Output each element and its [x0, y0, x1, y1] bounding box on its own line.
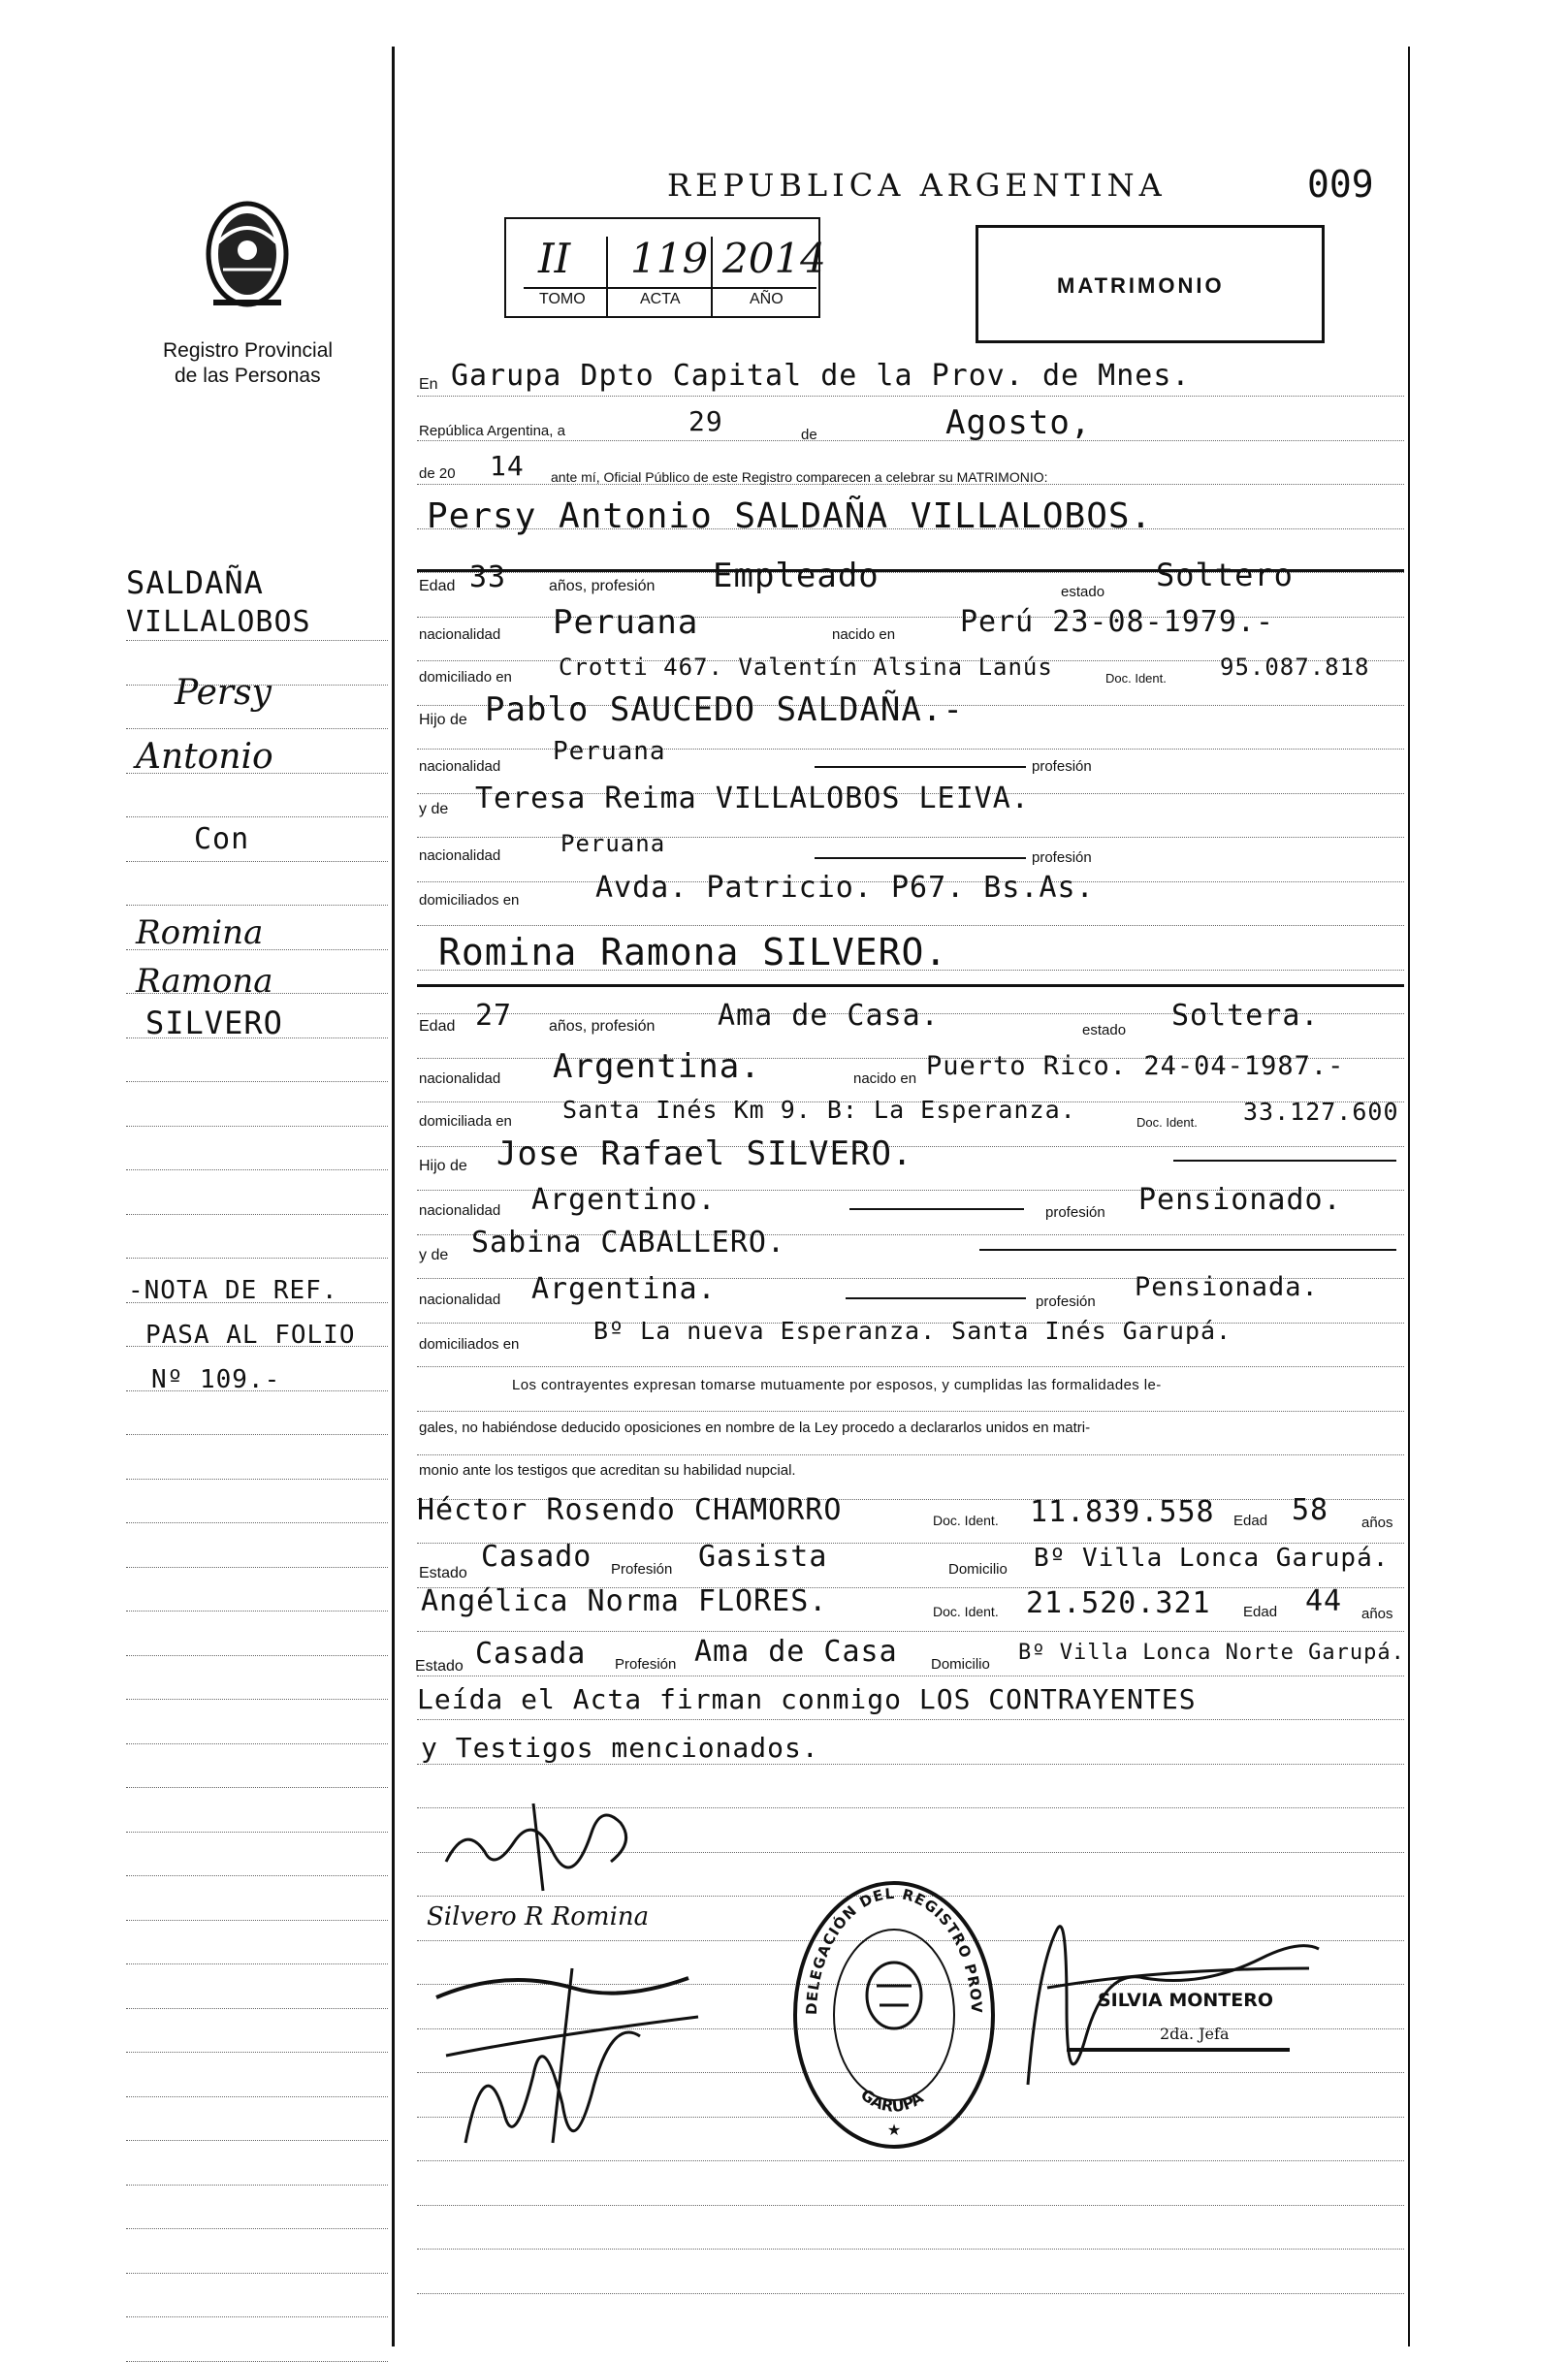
margin-ruled-line [126, 2228, 388, 2229]
anio-value: 2014 [722, 235, 826, 282]
ruled-line [417, 2205, 1404, 2206]
groom-full-name: Persy Antonio SALDAÑA VILLALOBOS. [427, 496, 1153, 536]
margin-ruled-line [126, 905, 388, 906]
margin-note-3: Nº 109.- [151, 1365, 281, 1394]
witness1-edad-label: Edad [1233, 1513, 1268, 1529]
groom-mother: Teresa Reima VILLALOBOS LEIVA. [475, 782, 1030, 815]
groom-estado-label: estado [1061, 584, 1105, 600]
witness1-signature [427, 1784, 659, 1900]
witness2-address: Bº Villa Lonca Norte Garupá. [1018, 1641, 1405, 1665]
bride-father-line [1173, 1160, 1396, 1162]
groom-nacido-label: nacido en [832, 626, 896, 643]
margin-name-1: Persy [175, 673, 272, 713]
bride-estado-label: estado [1082, 1022, 1127, 1038]
groom-dom-label: domiciliado en [419, 669, 512, 686]
doc-type: MATRIMONIO [1057, 273, 1225, 298]
bride-edad-label: Edad [419, 1018, 456, 1035]
bride-mnat-label: nacionalidad [419, 1292, 501, 1308]
margin-name-4: Ramona [136, 962, 273, 1001]
ruled-line [417, 2293, 1404, 2294]
witness2-prof-label: Profesión [615, 1656, 677, 1673]
margin-ruled-line [126, 1832, 388, 1833]
witness1-anos-label: años [1361, 1515, 1393, 1531]
witness2-anos-label: años [1361, 1606, 1393, 1622]
witness1-estado: Casado [481, 1540, 592, 1574]
groom-prof-label: años, profesión [549, 578, 656, 594]
margin-ruled-line [126, 1434, 388, 1435]
ruled-line [417, 440, 1404, 441]
groom-yde-label: y de [419, 801, 449, 817]
bride-father-nat: Argentino. [531, 1183, 717, 1217]
bride-mother-prof: Pensionada. [1135, 1272, 1319, 1302]
groom-signature [427, 1949, 708, 2172]
tomo-label: TOMO [539, 291, 586, 307]
bride-fnat-label: nacionalidad [419, 1202, 501, 1219]
bride-age: 27 [475, 999, 513, 1033]
margin-rule [392, 47, 395, 2346]
seal-ring-text: DELEGACIÓN DEL REGISTRO PROV [802, 1884, 986, 2016]
groom-address: Crotti 467. Valentín Alsina Lanús [559, 654, 1053, 681]
official-title: 2da. Jefa [1160, 2025, 1230, 2043]
margin-surname-3: SILVERO [145, 1005, 283, 1041]
margin-ruled-line [126, 1479, 388, 1480]
seal-bottom-text: GARUPA [856, 2085, 927, 2116]
margin-ruled-line [126, 1126, 388, 1127]
year-suffix: 14 [490, 450, 525, 482]
official-stamp-rule [1067, 2048, 1290, 2052]
declaration-line-3: monio ante los testigos que acreditan su habilidad nupcial. [419, 1462, 796, 1479]
groom-father: Pablo SAUCEDO SALDAÑA.- [485, 690, 964, 729]
groom-parents-address: Avda. Patricio. P67. Bs.As. [595, 871, 1095, 905]
box-label-rule [524, 287, 816, 289]
witness1-name: Héctor Rosendo CHAMORRO [417, 1493, 843, 1527]
bride-mprof-blank [846, 1297, 1026, 1299]
margin-ruled-line [126, 1699, 388, 1700]
box-divider-2 [711, 237, 713, 316]
groom-birth: Perú 23-08-1979.- [960, 605, 1275, 639]
margin-ruled-line [126, 2096, 388, 2097]
margin-ruled-line [126, 1611, 388, 1612]
acta-label: ACTA [640, 291, 681, 307]
bride-signature: Silvero R Romina [427, 1902, 650, 1931]
svg-text:DELEGACIÓN DEL REGISTRO PROVIN [787, 1869, 985, 2015]
bride-nationality: Argentina. [553, 1047, 761, 1086]
margin-name-3: Romina [136, 913, 264, 952]
bride-birth: Puerto Rico. 24-04-1987.- [926, 1051, 1345, 1081]
anio-label: AÑO [750, 291, 784, 307]
bride-doc: 33.127.600 [1243, 1098, 1399, 1126]
ruled-line [417, 925, 1404, 926]
ruled-line [417, 1631, 1404, 1632]
witness2-edad-label: Edad [1243, 1604, 1278, 1620]
registry-name-line1: Registro Provincial [163, 339, 334, 362]
country-title: REPUBLICA ARGENTINA [667, 167, 1167, 204]
bride-mother: Sabina CABALLERO. [471, 1226, 786, 1260]
year-prefix: de 20 [419, 465, 456, 482]
marriage-place: Garupa Dpto Capital de la Prov. de Mnes. [451, 359, 1191, 393]
en-label: En [419, 376, 438, 393]
margin-note-2: PASA AL FOLIO [145, 1321, 356, 1350]
closing-line-1: Leída el Acta firman conmigo LOS CONTRAYENTES [417, 1683, 1197, 1715]
margin-ruled-line [126, 2273, 388, 2274]
ruled-line [417, 1719, 1404, 1720]
marriage-month: Agosto, [945, 403, 1092, 442]
witness2-doc: 21.520.321 [1026, 1586, 1211, 1620]
margin-ruled-line [126, 1081, 388, 1082]
margin-surname-1: SALDAÑA [126, 564, 264, 601]
witness2-age: 44 [1305, 1584, 1343, 1618]
witness2-estado-label: Estado [415, 1658, 464, 1675]
bride-yde-label: y de [419, 1247, 449, 1263]
bride-mprof-label: profesión [1036, 1293, 1096, 1310]
bride-doc-label: Doc. Ident. [1136, 1115, 1198, 1130]
groom-fprof-label: profesión [1032, 758, 1092, 775]
marriage-day: 29 [688, 405, 723, 437]
groom-mprof-blank [815, 857, 1026, 859]
margin-ruled-line [126, 728, 388, 729]
margin-ruled-line [126, 1875, 388, 1876]
groom-mprof-label: profesión [1032, 849, 1092, 866]
svg-text:★: ★ [886, 2123, 902, 2139]
groom-mnat-label: nacionalidad [419, 847, 501, 864]
margin-name-2: Antonio [136, 737, 273, 777]
bride-parents-address: Bº La nueva Esperanza. Santa Inés Garupá. [593, 1317, 1232, 1345]
margin-ruled-line [126, 1920, 388, 1921]
groom-nat-label: nacionalidad [419, 626, 501, 643]
bride-nacido-label: nacido en [853, 1070, 917, 1087]
intro-text: ante mí, Oficial Público de este Registro comparecen a celebrar su MATRIMONIO: [551, 469, 1048, 485]
margin-surname-2: VILLALOBOS [126, 605, 311, 639]
box-divider-1 [606, 237, 608, 316]
margin-note-1: -NOTA DE REF. [128, 1276, 338, 1305]
margin-ruled-line [126, 861, 388, 862]
witness1-prof-label: Profesión [611, 1561, 673, 1578]
witness1-dom-label: Domicilio [948, 1561, 1008, 1578]
margin-ruled-line [126, 1214, 388, 1215]
margin-ruled-line [126, 816, 388, 817]
groom-fprof-blank [815, 766, 1026, 768]
margin-ruled-line [126, 1655, 388, 1656]
declaration-line-2: gales, no habiéndose deducido oposiciones en nombre de la Ley procedo a declararlos unidos en matri- [419, 1420, 1091, 1436]
registry-name-line2: de las Personas [175, 365, 321, 387]
republica-label: República Argentina, a [419, 423, 565, 439]
groom-nationality: Peruana [553, 603, 699, 642]
ruled-line [417, 1454, 1404, 1455]
groom-age: 33 [469, 560, 507, 594]
bride-estado: Soltera. [1171, 999, 1320, 1033]
groom-doc-label: Doc. Ident. [1105, 671, 1167, 686]
margin-ruled-line [126, 1567, 388, 1568]
witness2-name: Angélica Norma FLORES. [421, 1584, 828, 1618]
bride-divider [417, 984, 1404, 987]
tomo-value: II [538, 235, 571, 282]
margin-ruled-line [126, 1787, 388, 1788]
margin-ruled-line [126, 640, 388, 641]
bride-fprof-blank [849, 1208, 1024, 1210]
svg-text:GARUPA [857, 2086, 927, 2116]
groom-hijo-label: Hijo de [419, 712, 467, 728]
ruled-line [417, 2249, 1404, 2250]
bride-hijo-label: Hijo de [419, 1158, 467, 1174]
witness1-estado-label: Estado [419, 1565, 467, 1581]
bride-fprof-label: profesión [1045, 1204, 1105, 1221]
groom-father-nat: Peruana [553, 737, 666, 766]
de-label: de [801, 427, 817, 443]
witness2-profession: Ama de Casa [694, 1635, 898, 1669]
margin-ruled-line [126, 2316, 388, 2317]
margin-con: Con [194, 822, 250, 856]
witness1-age: 58 [1292, 1493, 1329, 1527]
bride-prof-label: años, profesión [549, 1018, 656, 1035]
witness1-address: Bº Villa Lonca Garupá. [1034, 1544, 1390, 1573]
provincial-emblem [194, 194, 301, 320]
right-rule [1408, 47, 1410, 2346]
witness2-estado: Casada [475, 1637, 587, 1671]
margin-ruled-line [126, 1963, 388, 1964]
bride-father: Jose Rafael SILVERO. [496, 1134, 913, 1173]
ruled-line [417, 396, 1404, 397]
groom-profession: Empleado [713, 557, 880, 595]
bride-nat-label: nacionalidad [419, 1070, 501, 1087]
bride-address: Santa Inés Km 9. B: La Esperanza. [562, 1096, 1076, 1124]
ruled-line [417, 1366, 1404, 1367]
margin-ruled-line [126, 1258, 388, 1259]
bride-profession: Ama de Casa. [718, 999, 940, 1033]
groom-mother-nat: Peruana [560, 830, 666, 857]
ruled-line [417, 1764, 1404, 1765]
official-seal [787, 1869, 1001, 2151]
margin-ruled-line [126, 2140, 388, 2141]
groom-estado: Soltero [1156, 557, 1294, 593]
margin-ruled-line [126, 1743, 388, 1744]
witness1-doc-label: Doc. Ident. [933, 1513, 999, 1528]
witness1-doc: 11.839.558 [1030, 1495, 1215, 1529]
ruled-line [417, 1411, 1404, 1412]
margin-ruled-line [126, 1522, 388, 1523]
witness2-doc-label: Doc. Ident. [933, 1604, 999, 1619]
margin-ruled-line [126, 2052, 388, 2053]
bride-mother-line [979, 1249, 1396, 1251]
page-number: 009 [1307, 163, 1374, 206]
acta-value: 119 [630, 235, 709, 282]
groom-edad-label: Edad [419, 578, 456, 594]
margin-ruled-line [126, 1169, 388, 1170]
declaration-line-1: Los contrayentes expresan tomarse mutuamente por esposos, y cumplidas las formalidades le- [512, 1377, 1162, 1393]
groom-fnat-label: nacionalidad [419, 758, 501, 775]
official-name: SILVIA MONTERO [1098, 1990, 1274, 2011]
bride-mother-nat: Argentina. [531, 1272, 717, 1306]
groom-doc: 95.087.818 [1220, 654, 1370, 681]
margin-ruled-line [126, 2008, 388, 2009]
bride-full-name: Romina Ramona SILVERO. [438, 931, 948, 974]
margin-ruled-line [126, 2185, 388, 2186]
closing-line-2: y Testigos mencionados. [421, 1732, 819, 1764]
groom-pdom-label: domiciliados en [419, 892, 520, 909]
bride-father-prof: Pensionado. [1138, 1183, 1342, 1217]
bride-dom-label: domiciliada en [419, 1113, 512, 1130]
witness2-dom-label: Domicilio [931, 1656, 990, 1673]
witness1-profession: Gasista [698, 1540, 828, 1574]
bride-pdom-label: domiciliados en [419, 1336, 520, 1353]
